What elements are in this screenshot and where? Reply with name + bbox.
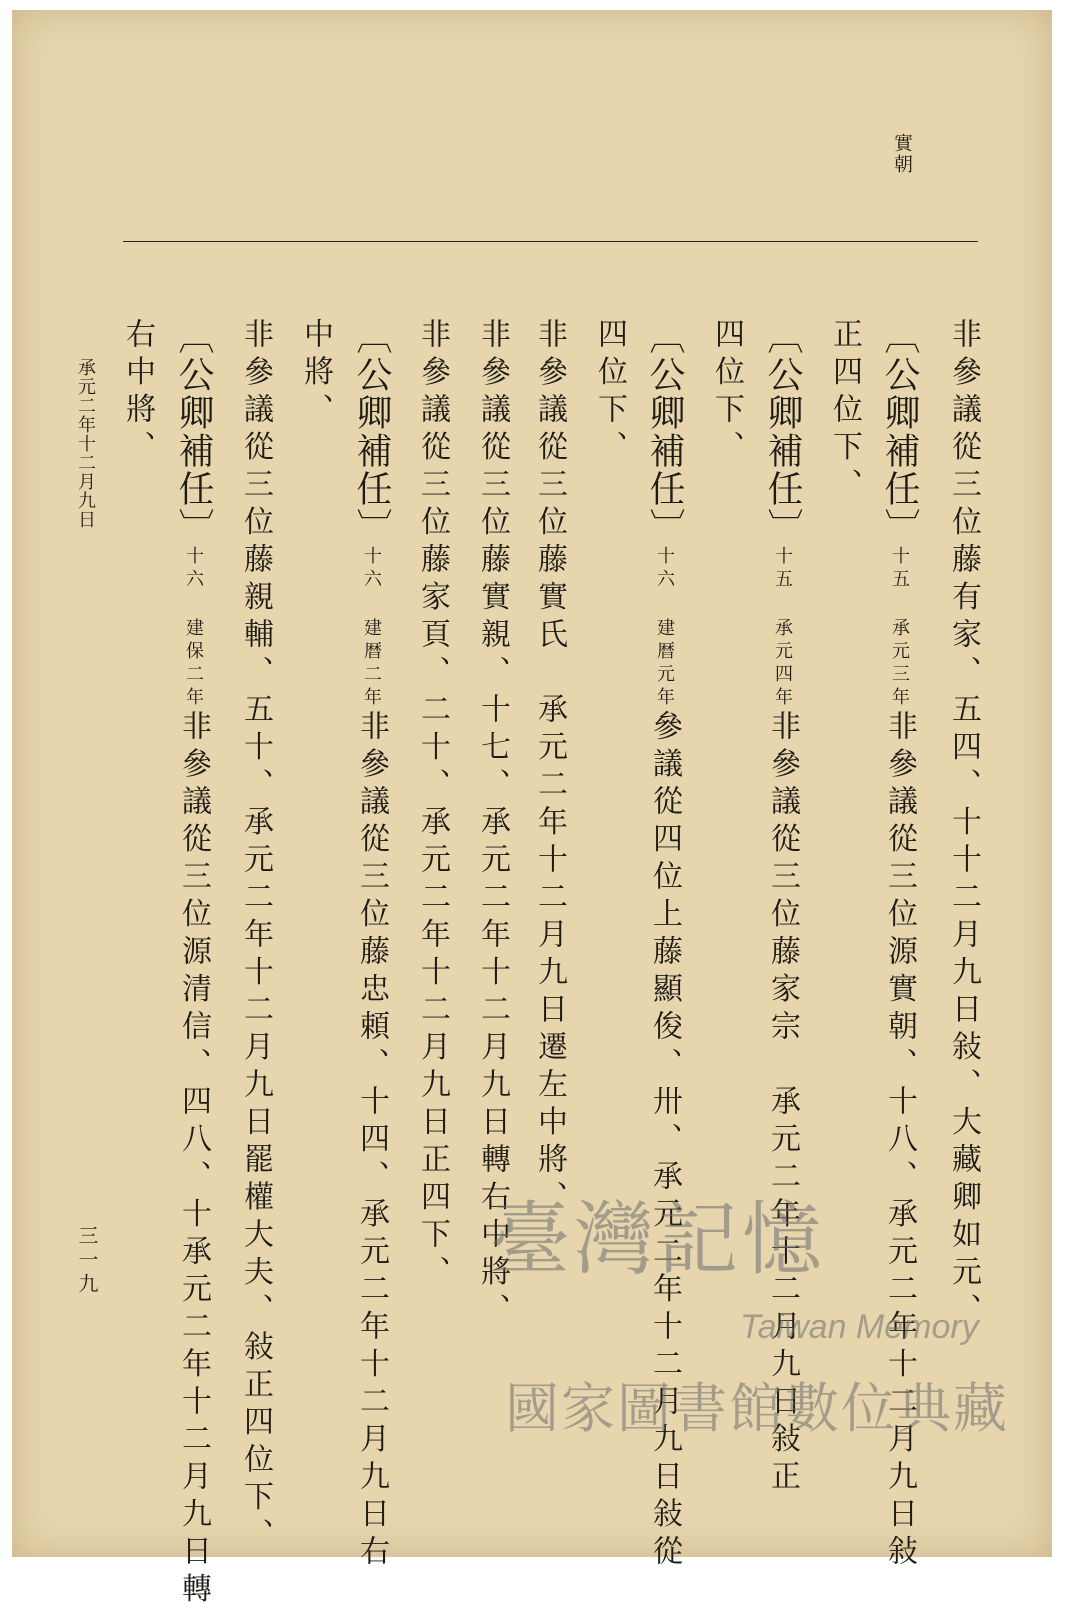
citation-date: 十五 承元四年 — [772, 546, 793, 710]
text-column: 四位下、 — [709, 318, 744, 468]
text-column: 非參議從三位藤親輔、五十、承元二年十二月九日罷權大夫、敍正四位下、 — [238, 318, 273, 1556]
citation-date: 十六 建暦二年 — [361, 546, 382, 710]
watermark-subtitle: 國家圖書館數位典藏 — [505, 1377, 1009, 1440]
text-column: 〔公卿補任〕十六 建保二年非參議從三位源清信、四八、十承元二年十二月九日轉 — [173, 318, 214, 1610]
citation-date: 十六 建保二年 — [183, 546, 204, 710]
running-title: 承元二年十二月九日 — [75, 358, 96, 529]
text-column: 非參議從三位藤有家、五四、十十二月九日敍、大藏卿如元、 — [946, 318, 981, 1331]
citation-date: 十六 建暦元年 — [654, 546, 675, 710]
text-column: 非參議從三位藤實氏 承元二年十二月九日遷左中將、 — [532, 318, 567, 1218]
page-number: 三一九 — [75, 1225, 99, 1297]
text-column: 〔公卿補任〕十五 承元三年非參議從三位源實朝、十八、承元二年十二月九日敍 — [879, 318, 920, 1573]
watermark-english: Taiwan Memory — [740, 1308, 979, 1346]
text-column: 〔公卿補任〕十五 承元四年非參議從三位藤家宗 承元二年十二月九日敍正 — [762, 318, 803, 1498]
text-column: 中將、 — [298, 318, 333, 431]
text-column: 〔公卿補任〕十六 建暦元年參議從四位上藤顯俊、卅、承元二年十二月九日敍從 — [644, 318, 685, 1573]
source-citation: 〔公卿補任〕 — [644, 318, 685, 546]
text-column: 非參議從三位藤實親、十七、承元二年十二月九日轉右中將、 — [475, 318, 510, 1331]
text-column: 四位下、 — [592, 318, 627, 468]
source-citation: 〔公卿補任〕 — [351, 318, 392, 546]
source-citation: 〔公卿補任〕 — [173, 318, 214, 546]
page-header-title: 實朝 — [891, 133, 913, 175]
text-column: 非參議從三位藤家頁、二十、承元二年十二月九日正四下、 — [415, 318, 450, 1293]
text-column: 正四位下、 — [827, 318, 862, 506]
watermark-logo: 臺灣記憶 — [490, 1193, 826, 1286]
source-citation: 〔公卿補任〕 — [762, 318, 803, 546]
header-rule — [123, 241, 978, 242]
citation-date: 十五 承元三年 — [889, 546, 910, 710]
text-column: 右中將、 — [120, 318, 155, 468]
text-column: 〔公卿補任〕十六 建暦二年非參議從三位藤忠頼、十四、承元二年十二月九日右 — [351, 318, 392, 1573]
source-citation: 〔公卿補任〕 — [879, 318, 920, 546]
